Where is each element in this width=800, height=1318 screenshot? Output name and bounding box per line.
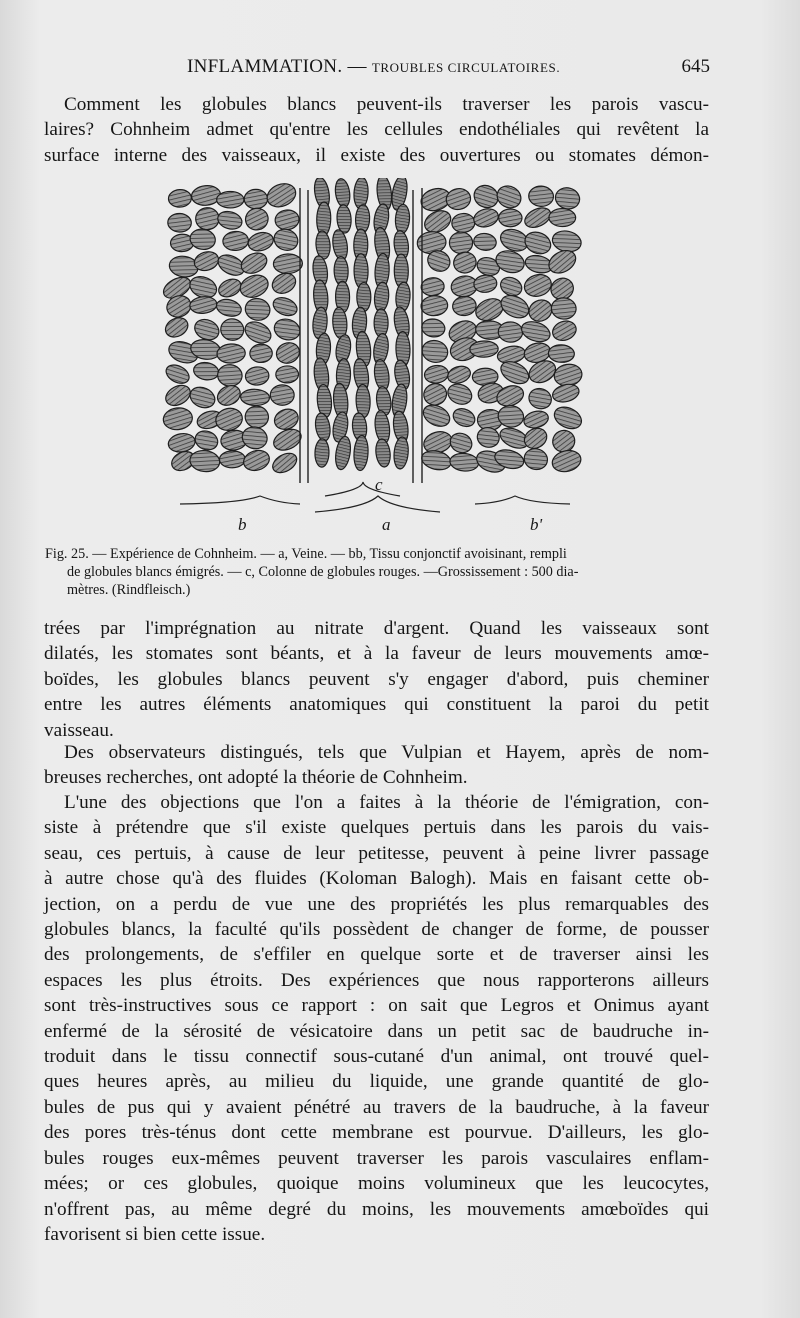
cell-shape: [421, 381, 449, 408]
caption-line: mètres. (Rindfleisch.): [67, 582, 191, 598]
cell-shape: [162, 381, 193, 409]
cell-shape: [548, 344, 575, 363]
cell-shape: [237, 271, 271, 301]
cell-shape: [191, 184, 222, 206]
text-line: des prolongements, de s'effiler en quelque sorte et de traverser ainsi les: [44, 944, 709, 966]
cell-shape: [162, 314, 191, 341]
cell-shape: [168, 189, 192, 208]
cell-shape: [421, 277, 445, 296]
text-line: bules rouges eux-mêmes peuvent traverser les parois vasculaires enflam-: [44, 1147, 709, 1169]
running-header: [42, 56, 710, 84]
text-line: sont très-instructives sous ce rapport : on sait que Legros et Onimus ayant: [44, 995, 709, 1017]
cell-shape: [316, 384, 333, 418]
cell-shape: [241, 447, 272, 473]
cell-shape: [189, 449, 221, 473]
text-line: vaisseau.: [44, 719, 114, 741]
figure-label-b-right: b': [530, 515, 543, 534]
cell-shape: [187, 383, 218, 411]
cell-shape: [449, 232, 473, 254]
cell-shape: [217, 191, 244, 208]
cell-shape: [445, 187, 472, 212]
cell-shape: [553, 185, 582, 211]
cell-shape: [315, 230, 331, 259]
cell-shape: [353, 435, 369, 471]
cell-shape: [551, 403, 585, 433]
cell-shape: [222, 231, 249, 252]
cell-shape: [269, 449, 300, 476]
cell-shape: [274, 340, 303, 367]
cell-shape: [498, 321, 523, 342]
cell-shape: [216, 276, 244, 301]
cell-shape: [250, 344, 273, 363]
text-line: dilatés, les stomates sont béants, et à la faveur de leurs mouvements amœ-: [44, 643, 709, 665]
cell-shape: [163, 361, 192, 387]
cell-shape: [241, 318, 274, 347]
cell-shape: [217, 364, 244, 388]
cell-shape: [219, 317, 245, 342]
cell-shape: [314, 412, 332, 442]
cell-shape: [167, 213, 191, 233]
tissue-cells: [160, 178, 585, 477]
header-title-main: INFLAMMATION.: [187, 56, 343, 77]
text-line: trées par l'imprégnation au nitrate d'argent. Quand les vaisseaux sont: [44, 618, 709, 639]
cell-shape: [420, 448, 453, 473]
text-line: bules de pus qui y avaient pénétré au travers de la baudruche, à la faveur: [44, 1096, 709, 1118]
cell-shape: [445, 380, 475, 408]
figure-label-c: c: [375, 475, 383, 494]
cell-shape: [315, 439, 330, 468]
cell-shape: [195, 207, 220, 230]
cell-shape: [452, 250, 479, 275]
cell-shape: [274, 209, 300, 231]
cell-shape: [243, 206, 271, 233]
text-line: à autre chose qu'à des fluides (Koloman Balogh). Mais en faisant cette ob-: [44, 868, 709, 890]
cell-shape: [373, 281, 390, 312]
cell-shape: [240, 424, 270, 451]
cell-shape: [522, 409, 550, 431]
cell-shape: [522, 271, 554, 299]
cell-shape: [447, 430, 475, 456]
cell-shape: [473, 232, 498, 252]
cell-shape: [521, 228, 554, 258]
figure-label-a: a: [382, 515, 391, 534]
cell-shape: [245, 366, 270, 386]
page-number: 645: [681, 56, 710, 77]
cell-shape: [420, 401, 453, 431]
caption-line: de globules blancs émigrés. — c, Colonne de globules rouges. —Grossissement : 500 dia-: [67, 564, 579, 580]
cell-shape: [214, 382, 244, 409]
text-line: boïdes, les globules blancs peuvent s'y engager d'abord, puis cheminer: [44, 668, 709, 690]
cell-shape: [168, 254, 200, 278]
text-line: espaces les plus étroits. Des expériences que nous rapporterons ailleurs: [44, 969, 709, 991]
cell-shape: [451, 213, 475, 233]
cell-shape: [551, 382, 581, 405]
cell-shape: [551, 297, 577, 320]
text-line: seau, ces pertuis, à cause de leur petitesse, peuvent à peine livrer passage: [44, 842, 709, 864]
text-line: ques heures après, au milieu du liquide, une grande quantité de glo-: [44, 1071, 709, 1093]
header-dash: —: [347, 56, 367, 77]
cell-shape: [271, 406, 301, 433]
cell-shape: [353, 178, 369, 209]
cell-shape: [334, 178, 352, 208]
cell-shape: [270, 294, 299, 319]
figure-caption: [45, 545, 707, 599]
cell-shape: [550, 448, 583, 475]
text-line: des pores très-ténus dont cette membrane est pourvue. D'ailleurs, les glo-: [44, 1122, 709, 1144]
paragraph-1: [44, 92, 709, 168]
cell-shape: [446, 364, 473, 386]
cell-shape: [189, 227, 217, 251]
cell-shape: [522, 446, 550, 472]
text-line: siste à prétendre que s'il existe quelques pertuis dans les parois du vais-: [44, 817, 709, 839]
cell-shape: [472, 206, 501, 229]
cell-shape: [374, 309, 388, 337]
cell-shape: [450, 405, 477, 430]
cell-shape: [215, 297, 244, 319]
cell-shape: [276, 366, 299, 383]
cell-shape: [528, 185, 554, 207]
cell-shape: [219, 451, 245, 468]
cell-shape: [272, 316, 303, 343]
paragraph-3: [44, 740, 709, 791]
cell-shape: [273, 254, 303, 274]
cell-shape: [550, 318, 579, 344]
text-line: n'offrent pas, au même degré du moins, les mouvements amœboïdes qui: [44, 1198, 709, 1220]
cell-shape: [420, 338, 450, 365]
cell-shape: [244, 189, 268, 209]
cell-shape: [214, 406, 245, 433]
cell-shape: [473, 274, 498, 293]
cell-shape: [240, 389, 269, 406]
cell-shape: [499, 209, 523, 227]
cell-shape: [167, 432, 197, 454]
figure-25-illustration: [150, 178, 600, 538]
caption-line: Fig. 25. — Expérience de Cohnheim. — a, Veine. — bb, Tissu conjonctif avoisinant, rempli: [45, 546, 567, 562]
cell-shape: [526, 385, 554, 411]
cell-shape: [472, 295, 506, 325]
cell-shape: [192, 361, 220, 382]
cell-shape: [519, 318, 553, 345]
cell-shape: [244, 405, 270, 429]
cell-shape: [493, 182, 525, 212]
cell-shape: [162, 406, 194, 431]
paragraph-4: [44, 790, 709, 1247]
cell-shape: [216, 343, 245, 364]
cell-shape: [336, 204, 352, 233]
text-line: Comment les globules blancs peuvent-ils traverser les parois vascu-: [64, 94, 709, 115]
cell-shape: [270, 385, 294, 406]
text-line: entre les autres éléments anatomiques qui constituent la paroi du petit: [44, 694, 709, 716]
text-line: troduit dans le tissu connectif sous-cutané d'un animal, ont trouvé quel-: [44, 1046, 709, 1068]
cell-shape: [269, 269, 299, 297]
cell-shape: [423, 364, 449, 385]
cell-shape: [193, 428, 221, 453]
cell-shape: [497, 291, 532, 322]
cell-shape: [243, 296, 272, 323]
cell-shape: [271, 226, 301, 254]
text-line: jection, on a perdu de vue une des propriétés les plus remarquables des: [44, 893, 709, 915]
cell-shape: [374, 438, 392, 468]
figure-label-b-left: b: [238, 515, 247, 534]
text-line: mées; or ces globules, quoique moins volumineux que les leucocytes,: [44, 1173, 709, 1195]
cell-shape: [393, 436, 410, 469]
header-title: [187, 56, 560, 78]
text-line: surface interne des vaisseaux, il existe des ouvertures ou stomates démon-: [44, 144, 709, 166]
cell-shape: [421, 317, 446, 338]
text-line: Des observateurs distingués, tels que Vulpian et Hayem, après de nom-: [64, 742, 709, 763]
text-line: enfermé de la sérosité de vésicatoire dans un petit sac de baudruche in-: [44, 1020, 709, 1042]
text-line: L'une des objections que l'on a faites à la théorie de l'émigration, con-: [64, 792, 709, 813]
header-subtitle: TROUBLES CIRCULATOIRES.: [371, 60, 561, 75]
text-line: favorisent si bien cette issue.: [44, 1223, 266, 1245]
cell-shape: [189, 295, 218, 314]
cell-shape: [470, 341, 499, 358]
cell-shape: [549, 208, 576, 226]
cell-shape: [452, 295, 477, 316]
paragraph-2: [44, 616, 709, 743]
cell-shape: [264, 180, 300, 212]
cell-shape: [216, 209, 244, 232]
text-line: breuses recherches, ont adopté la théorie de Cohnheim.: [44, 767, 468, 789]
cell-shape: [449, 452, 479, 472]
cell-shape: [420, 295, 448, 317]
text-line: laires? Cohnheim admet qu'entre les cellules endothéliales qui revêtent la: [44, 119, 709, 141]
cell-shape: [246, 230, 275, 254]
text-line: globules blancs, la faculté qu'ils possèdent de changer de forme, de pousser: [44, 919, 709, 941]
